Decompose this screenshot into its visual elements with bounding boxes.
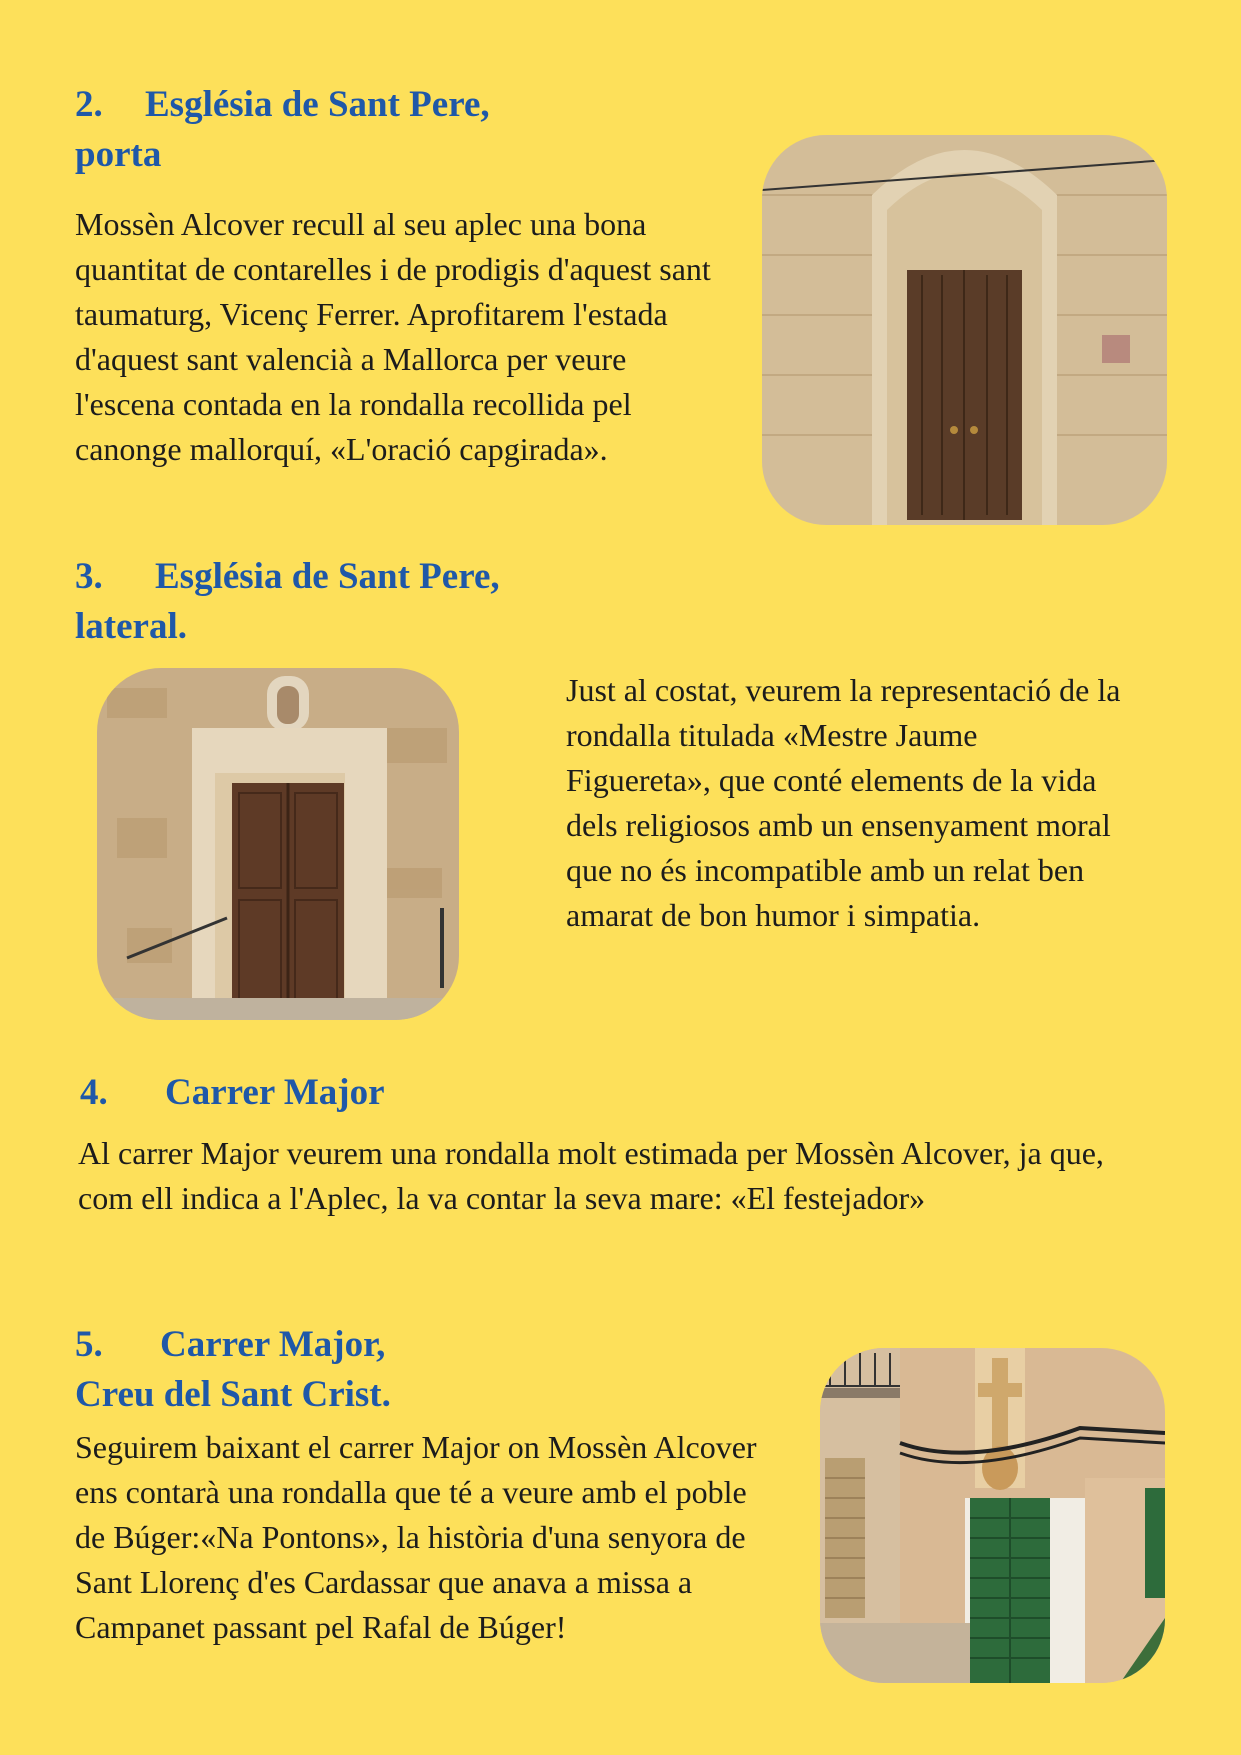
section-3-title-line2: lateral. [75, 606, 187, 647]
section-3-heading [75, 552, 635, 652]
section-5-title-line1: Carrer Major, [160, 1324, 386, 1365]
section-2-text: Mossèn Alcover recull al seu aplec una bona quantitat de contarelles i de prodigis d'aquest sant taumaturg, Vicenç Ferrer. Aprofitarem l'estada d'aquest sant valencià a Mallorca per veure l'escena contada en la rondalla recollida pel canonge mallorquí, «L'oració capgirada». [75, 206, 711, 467]
section-4-number: 4. [80, 1072, 108, 1113]
section-5-title-line2: Creu del Sant Crist. [75, 1374, 391, 1415]
section-3-title-line1: Església de Sant Pere, [155, 556, 500, 597]
section-5-number: 5. [75, 1324, 103, 1365]
section-2-number: 2. [75, 84, 103, 125]
section-4-heading [80, 1068, 680, 1118]
section-3-text: Just al costat, veurem la representació de la rondalla titulada «Mestre Jaume Figuereta», que conté elements de la vida dels religiosos amb un ensenyament moral que no és incompatible amb un relat ben amarat de bon humor i simpatia. [566, 672, 1121, 933]
section-4-text: Al carrer Major veurem una rondalla molt estimada per Mossèn Alcover, ja que, com ell indica a l'Aplec, la va contar la seva mare: «El festejador» [78, 1135, 1104, 1216]
section-2-title-line1: Església de Sant Pere, [145, 84, 490, 125]
side-door-photo [97, 668, 459, 1020]
section-4-title-line1: Carrer Major [165, 1072, 385, 1113]
section-2-heading [75, 80, 595, 180]
section-2-title-line2: porta [75, 134, 162, 175]
section-5-heading [75, 1320, 635, 1420]
church-door-photo [762, 135, 1167, 525]
section-3-number: 3. [75, 556, 103, 597]
section-5-text: Seguirem baixant el carrer Major on Mossèn Alcover ens contarà una rondalla que té a veure amb el poble de Búger:«Na Pontons», la història d'una senyora de Sant Llorenç d'es Cardassar que anava a missa a Campanet passant pel Rafal de Búger! [75, 1429, 757, 1645]
street-cross-photo [820, 1348, 1165, 1683]
